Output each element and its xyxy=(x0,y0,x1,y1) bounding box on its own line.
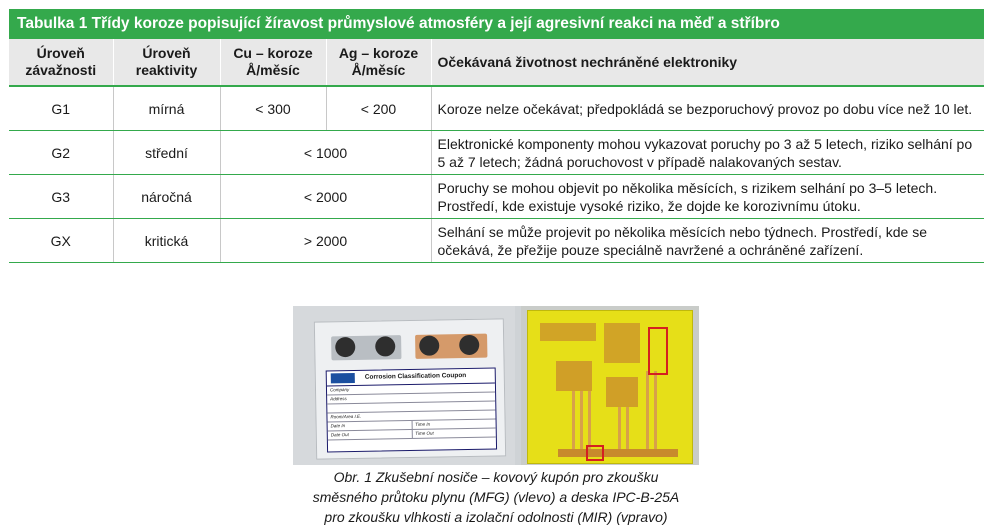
trace xyxy=(588,391,591,449)
cell-cu: < 300 xyxy=(220,86,326,131)
cell-level: G2 xyxy=(9,131,113,175)
cell-cu-ag: < 2000 xyxy=(220,175,431,219)
cell-level: GX xyxy=(9,219,113,263)
cell-description: Selhání se může projevit po několika měsících nebo týdnech. Prostředí, kde se očekává, že přežije pouze speciálně navržené a ochráněné zařízení. xyxy=(431,219,984,263)
caption-line: směsného průtoku plynu (MFG) (vlevo) a deska IPC-B-25A xyxy=(312,489,680,505)
coupon-field-address: Address xyxy=(327,393,495,405)
coupon-field-room: Room/Area I.E. xyxy=(327,411,495,423)
comb-pattern xyxy=(540,323,596,341)
coupon-field-company: Company xyxy=(327,384,495,396)
header-ag-corrosion: Ag – koroze Å/měsíc xyxy=(326,39,431,86)
trace xyxy=(572,391,575,449)
table-title: Tabulka 1 Třídy koroze popisující žíravost průmyslové atmosféry a její agresivní reakci na měď a stříbro xyxy=(9,9,984,39)
coupon-field-out xyxy=(328,429,496,441)
trace xyxy=(646,371,649,449)
test-specimens-photo xyxy=(293,306,699,465)
cell-reactivity: náročná xyxy=(113,175,220,219)
caption-line: Obr. 1 Zkušební nosiče – kovový kupón pro zkoušku xyxy=(333,469,659,485)
ipc-b-25a-board xyxy=(527,310,693,464)
coupon-time-out: Time Out xyxy=(411,429,496,438)
trace xyxy=(626,407,629,449)
figure-caption xyxy=(200,467,792,527)
highlight-box xyxy=(586,445,604,461)
comb-pattern xyxy=(556,361,592,391)
cell-reactivity: kritická xyxy=(113,219,220,263)
cell-ag: < 200 xyxy=(326,86,431,131)
cell-description: Elektronické komponenty mohou vykazovat poruchy po 3 až 5 letech, riziko selhání po 5 až 7 letech; žádná poruchovost v případě nalakovaných sestav. xyxy=(431,131,984,175)
cell-cu-ag: > 2000 xyxy=(220,219,431,263)
cell-level: G3 xyxy=(9,175,113,219)
header-reactivity: Úroveň reaktivity xyxy=(113,39,220,86)
header-severity: Úroveň závažnosti xyxy=(9,39,113,86)
metal-coupon-photo xyxy=(293,306,515,465)
header-expected-life: Očekávaná životnost nechráněné elektroniky xyxy=(431,39,984,86)
company-logo-icon xyxy=(331,373,355,383)
trace xyxy=(654,371,657,449)
table-row xyxy=(9,86,984,131)
comb-pattern xyxy=(606,377,638,407)
cell-reactivity: střední xyxy=(113,131,220,175)
cell-description: Poruchy se mohou objevit po několika měsících, s rizikem selhání po 3–5 letech. Prostředí, kde existuje vysoké riziko, že dojde ke korozivnímu útoku. xyxy=(431,175,984,219)
table-row xyxy=(9,175,984,219)
caption-line: pro zkoušku vlhkosti a izolační odolnosti (MIR) (vpravo) xyxy=(324,509,668,525)
cell-reactivity: mírná xyxy=(113,86,220,131)
trace xyxy=(580,391,583,449)
coupon-date-out: Date Out xyxy=(330,432,349,438)
cell-level: G1 xyxy=(9,86,113,131)
coupon-time-in: Time In xyxy=(411,420,496,429)
coupon-label-card xyxy=(326,368,497,453)
table-row xyxy=(9,131,984,175)
header-cu-corrosion: Cu – koroze Å/měsíc xyxy=(220,39,326,86)
corrosion-class-table xyxy=(9,39,984,263)
cell-cu-ag: < 1000 xyxy=(220,131,431,175)
ipc-board-photo xyxy=(521,306,699,465)
trace xyxy=(618,407,621,449)
table-header-row xyxy=(9,39,984,86)
cell-description: Koroze nelze očekávat; předpokládá se bezporuchový provoz po dobu více než 10 let. xyxy=(431,86,984,131)
coupon-date-in: Date In xyxy=(330,423,346,429)
table-row xyxy=(9,219,984,263)
comb-pattern xyxy=(604,323,640,363)
coupon-title: Corrosion Classification Coupon xyxy=(327,369,495,387)
edge-connector xyxy=(558,449,678,457)
corrosion-coupon xyxy=(314,318,506,459)
highlight-box xyxy=(648,327,668,375)
